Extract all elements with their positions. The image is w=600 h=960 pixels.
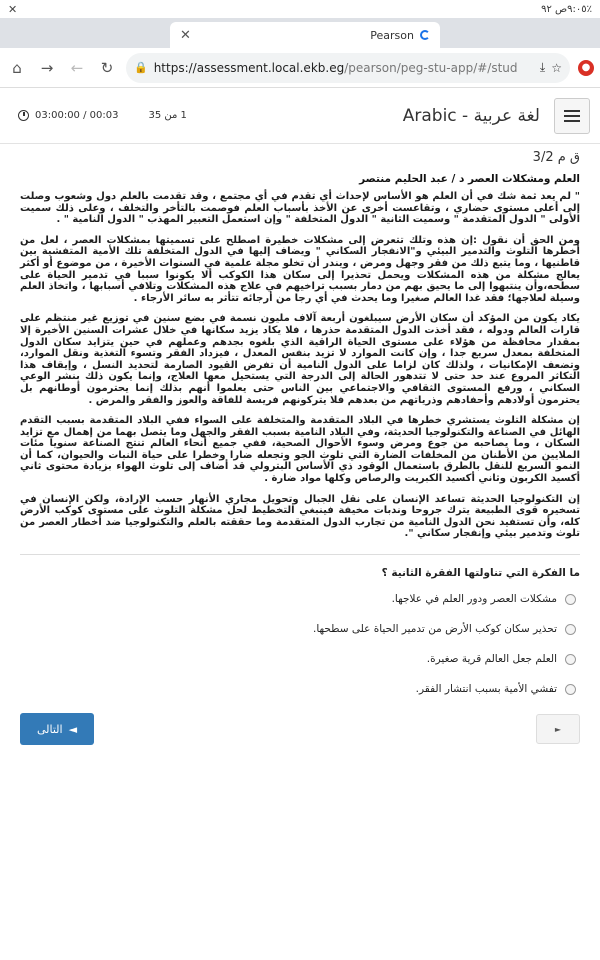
radio-button[interactable] bbox=[565, 594, 576, 605]
menu-line-icon bbox=[564, 115, 580, 117]
forward-icon[interactable]: → bbox=[40, 58, 54, 77]
clock-icon bbox=[18, 110, 29, 121]
question-counter: 1 من 35 bbox=[148, 110, 187, 121]
radio-button[interactable] bbox=[565, 684, 576, 695]
passage-title: العلم ومشكلات العصر د / عبد الحليم منتصر bbox=[359, 173, 580, 185]
browser-toolbar bbox=[0, 48, 600, 88]
browser-tab[interactable] bbox=[170, 22, 440, 48]
answer-option[interactable] bbox=[20, 593, 580, 605]
answer-option-label: تحذير سكان كوكب الأرض من تدمير الحياة على سطحها. bbox=[313, 623, 557, 636]
question-content bbox=[0, 144, 600, 695]
lock-icon: 🔒 bbox=[134, 61, 148, 74]
next-label: التالى bbox=[36, 722, 63, 736]
timer bbox=[18, 110, 118, 121]
previous-arrow-icon: ► bbox=[554, 724, 562, 734]
close-icon[interactable]: ✕ bbox=[8, 2, 18, 16]
bookmark-star-icon[interactable]: ☆ bbox=[551, 60, 562, 75]
extension-badge-icon[interactable]: ● bbox=[578, 60, 594, 76]
question-number: ق م 3/2 bbox=[532, 150, 580, 165]
home-icon[interactable]: ⌂ bbox=[12, 58, 22, 77]
url-path: /pearson/peg-stu-app/#/stud bbox=[344, 60, 518, 75]
url-host: https://assessment.local.ekb.eg bbox=[153, 60, 345, 75]
url-text[interactable] bbox=[154, 61, 534, 75]
timer-text: 03:00:00 / 00:03 bbox=[35, 110, 119, 121]
address-bar[interactable] bbox=[126, 53, 570, 83]
back-icon[interactable]: ← bbox=[70, 58, 84, 77]
answer-option-label: مشكلات العصر ودور العلم في علاجها. bbox=[391, 593, 557, 606]
tab-close-icon[interactable]: ✕ bbox=[180, 27, 191, 43]
question-text: ما الفكرة التي تناولتها الفقرة الثانية ؟ bbox=[381, 567, 580, 580]
status-info: ٩:٠٥ص ٩٢٪ bbox=[541, 3, 592, 15]
tab-title-wrap bbox=[370, 29, 430, 42]
menu-button[interactable] bbox=[554, 98, 590, 134]
answer-option[interactable] bbox=[20, 653, 580, 665]
divider bbox=[20, 554, 580, 555]
passage bbox=[20, 191, 580, 540]
radio-button[interactable] bbox=[565, 654, 576, 665]
answer-option[interactable] bbox=[20, 623, 580, 635]
tab-title: Pearson bbox=[370, 28, 414, 42]
passage-paragraph: إن مشكلة التلوث يستشري خطرها في البلاد المتقدمة والمتخلفة على السواء ففي البلاد المتقدمة بسبب التقدم الهائل في الصناعة والتكنولوجيا الحديثة، وفي البلاد النامية بسبب الفقر والجهل وما يتصل بهما من إهمال مع تزايد السكان ، وما يصاحبه من جوع ومرض وسوء الأحوال الصحية، ففي جميع أنحاء العالم تنتج الصناعة سنويا مئات الملايين من الأطنان من المخلفات الضارة التي تلوث الجو وتجعله ضارا وخطرا على حياة النبات والحيوان، كما أن النمو السريع للنقل بالطرق باستعمال الوقود ذي الأساس البترولي قد أضاف إلى تلوث الهواء بزيادة محتوى ثاني أكسيد الكربون وثاني أكسيد الكبريت والرصاص وكلها مواد ضارة . bbox=[20, 415, 580, 485]
loading-spinner-icon bbox=[420, 30, 430, 40]
browser-tab-bar bbox=[0, 18, 600, 48]
passage-paragraph: " لم يعد ثمة شك في أن العلم هو الأساس لإحداث أي تقدم في أي مجتمع ، وقد تقدمت بالعلم دول وشعوب وصلت إلى أعلى مستوى حضاري ، وتقاعست أخرى عن الأخذ بأسباب العلم فوصمت بالتأخر والتخلف ، وعلى ذلك سميت الأولى " الدول المتقدمة " وسميت الثانية " الدول المتخلفة " وإن استعمل التعبير المهذب " الدول النامية " . bbox=[20, 191, 580, 226]
navigation-row bbox=[0, 713, 600, 745]
answer-option[interactable] bbox=[20, 683, 580, 695]
previous-button[interactable] bbox=[536, 714, 580, 744]
subject-title: Arabic - لغة عربية bbox=[402, 105, 540, 126]
menu-line-icon bbox=[564, 110, 580, 112]
menu-line-icon bbox=[564, 120, 580, 122]
radio-button[interactable] bbox=[565, 624, 576, 635]
next-button[interactable] bbox=[20, 713, 94, 745]
next-arrow-icon: ◄ bbox=[68, 722, 78, 736]
passage-paragraph: إن التكنولوجيا الحديثة تساعد الإنسان على نقل الجبال وتحويل مجاري الأنهار حسب الإرادة، ولكن الإنسان في تسخيره قوى الطبيعة يترك جروحا وندبات مخيفة فينبغي التخطيط لحل مشكلة التلوث على مستوى كوكب الأرض كله، وأن تستفيد نحن الدول النامية من تجارب الدول المتقدمة وما حققته بالعلم والتكنولوجيا ضد أخطار العصر من تلوث وتدمير بيئي وإنفجار سكاني ". bbox=[20, 493, 580, 540]
device-status-bar bbox=[0, 0, 600, 18]
passage-paragraph: يكاد يكون من المؤكد أن سكان الأرض سيبلغون أربعة آلاف مليون نسمة في بضع سنين في توزيع غير منتظم على قارات العالم ودوله ، فقد أخذت الدول المتقدمة حذرها ، فلا يكاد يزيد سكانها في خلال عشرات السنين الأخيرة إلا بمقدار محافظة من هؤلاء على مستوى الحياة الراقية الذي بلغوه بجدهم وعملهم في حين يتزايد سكان الدول المتخلفة بمعدل سريع جدا ، وإن كانت الموارد لا تزيد بنفس المعدل ، فيزداد الفقر وتسوء التغذية ونقل الموارد، وتضعف الإمكانيات ، ولذلك كان لزاما على الدول النامية أن تفرض القيود الصارمة لتحديد النسل ، وإيقاف هذا التكاثر المروع عند حد حتى لا تتدهور الحالة إلى الدرجة التي يستحيل معها العلاج، وإنما يكون ذلك بنشر الوعي السكاني ، ورفع المستوى الثقافي والاجتماعي بين الناس حتى يعلموا أنهم بذلك إنما يحترمون أوطانهم بل يحترمون أولادهم وأحفادهم وذرياتهم من بعدهم فلا يتركونهم فريسة للفاقة والعوز والفقر والمرض . bbox=[20, 313, 580, 406]
reload-icon[interactable]: ↻ bbox=[100, 58, 114, 77]
assessment-header bbox=[0, 88, 600, 144]
passage-paragraph: ومن الحق أن نقول :إن هذه وتلك تتعرض إلى مشكلات خطيرة اصطلح على تسميتها بمشكلات العصر ، لعل من أخطرها التلوث والتدمير البيئي و"الانفجار السكاني " ويضاف إليها في الدول المتخلفة تلك الأمية المتفشية بين قاطنيها ، وما يتبع ذلك من فقر وجهل ومرض ، ويندر أن تخلو مجلة علمية في السنوات الأخيرة ، من موضوع أو أكثر يعالج مشكلة من هذه المشكلات ويحمل تحذيرا إلى سكان هذا الكوكب ألا يكونوا سببا في تدمير الحياة على سطحه،وأن ينتبهوا إلى ما يحيق بهم من دمار بسبب تراخيهم في علاج هذه المشكلات وتلافي أسبابها ، واتخاذ العلم وسيلة لعلاجها؛ فقد غدا العالم صغيرا وما يحدث في أي رجا من أرجائه تتأثر به سائر الأرجاء . bbox=[20, 234, 580, 304]
answer-option-label: العلم جعل العالم قرية صغيرة. bbox=[426, 653, 557, 666]
download-icon[interactable]: ⤓ bbox=[539, 60, 546, 74]
answer-option-label: تفشي الأمية بسبب انتشار الفقر. bbox=[415, 683, 557, 696]
